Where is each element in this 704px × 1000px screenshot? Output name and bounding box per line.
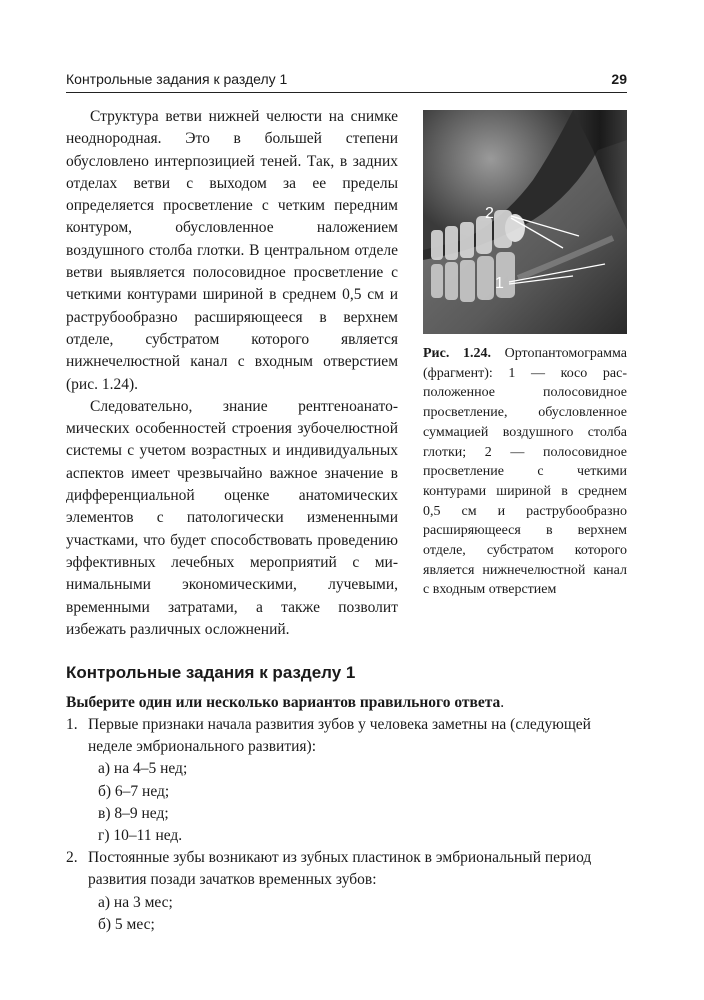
answer-option: б) 6–7 нед; xyxy=(98,782,170,800)
page-number: 29 xyxy=(611,71,627,87)
question-item xyxy=(66,714,627,847)
marker-1-label: 1 xyxy=(495,275,504,292)
marker-2-label: 2 xyxy=(485,205,494,222)
header-title: Контрольные задания к разделу 1 xyxy=(66,71,288,87)
answer-options xyxy=(88,758,627,847)
answer-option: г) 10–11 нед. xyxy=(98,827,183,845)
figure-caption xyxy=(423,344,627,600)
answer-option: а) на 4–5 нед; xyxy=(98,760,188,778)
instruction-end: . xyxy=(500,694,505,711)
caption-label: Рис. 1.24. xyxy=(423,346,491,361)
paragraph: Структура ветви нижней челюсти на снимке неоднородная. Это в большей степени обусловлено интерпозицией теней. Так, в задних отделах ветви с выходом за ее пределы определяется просветление с четким передним контуром, обусловленное наложением воздушного столба глотки. В центральном отделе ветви выявляется полосовидное просветление с четкими контурами шириной в среднем 0,5 см и раструбообразно расширяющееся в верхнем отделе, субстратом которого является нижнечелюстной канал с входным отверстием (рис. 1.24). xyxy=(66,108,398,393)
xray-image xyxy=(423,110,627,334)
answer-option: а) на 3 мес; xyxy=(98,893,173,911)
answer-option: в) 8–9 нед; xyxy=(98,804,169,822)
question-text: Первые признаки начала развития зубов у человека заметны на (следующей неделе эмбрионального развития): xyxy=(88,716,591,756)
answer-options xyxy=(88,892,627,936)
question-item xyxy=(66,847,627,936)
question-number: 2. xyxy=(66,849,78,867)
question-text: Постоянные зубы возникают из зубных пластинок в эмбриональный период развития позади зачатков временных зубов: xyxy=(88,849,592,889)
instruction xyxy=(66,692,504,714)
question-number: 1. xyxy=(66,716,78,733)
running-header xyxy=(66,70,627,93)
caption-text: Ортопантомограмма (фрагмент): 1 — косо расположенное полосовидное просветление, обусловленное суммацией воздушного столба глотки; 2 — полосовидное просветление с четкими контурами шириной в среднем 0,5 см и раструбообразно расширяющееся в верхнем отделе, субстратом которого является нижнечелюстной канал с входным отверстием xyxy=(423,346,627,598)
main-text-column xyxy=(66,106,398,641)
instruction-text: Выберите один или несколько вариантов правильного ответа xyxy=(66,694,501,711)
answer-option: б) 5 мес; xyxy=(98,915,155,933)
xray-figure xyxy=(423,110,627,334)
section-title: Контрольные задания к разделу 1 xyxy=(66,663,356,682)
question-list xyxy=(66,714,627,936)
paragraph: Следовательно, знание рентгеноанатомических особенностей строения зубочелюстной системы с учетом возрастных и индивидуальных аспектов имеет чрезвычайно важное значение в дифференциальной оценке анатомических элементов с патологически измененными участками, что будет способствовать проведению эффективных лечебных мероприятий с минимальными экономическими, лучевыми, временными затратами, а также позволит избежать различных осложнений. xyxy=(66,397,398,638)
